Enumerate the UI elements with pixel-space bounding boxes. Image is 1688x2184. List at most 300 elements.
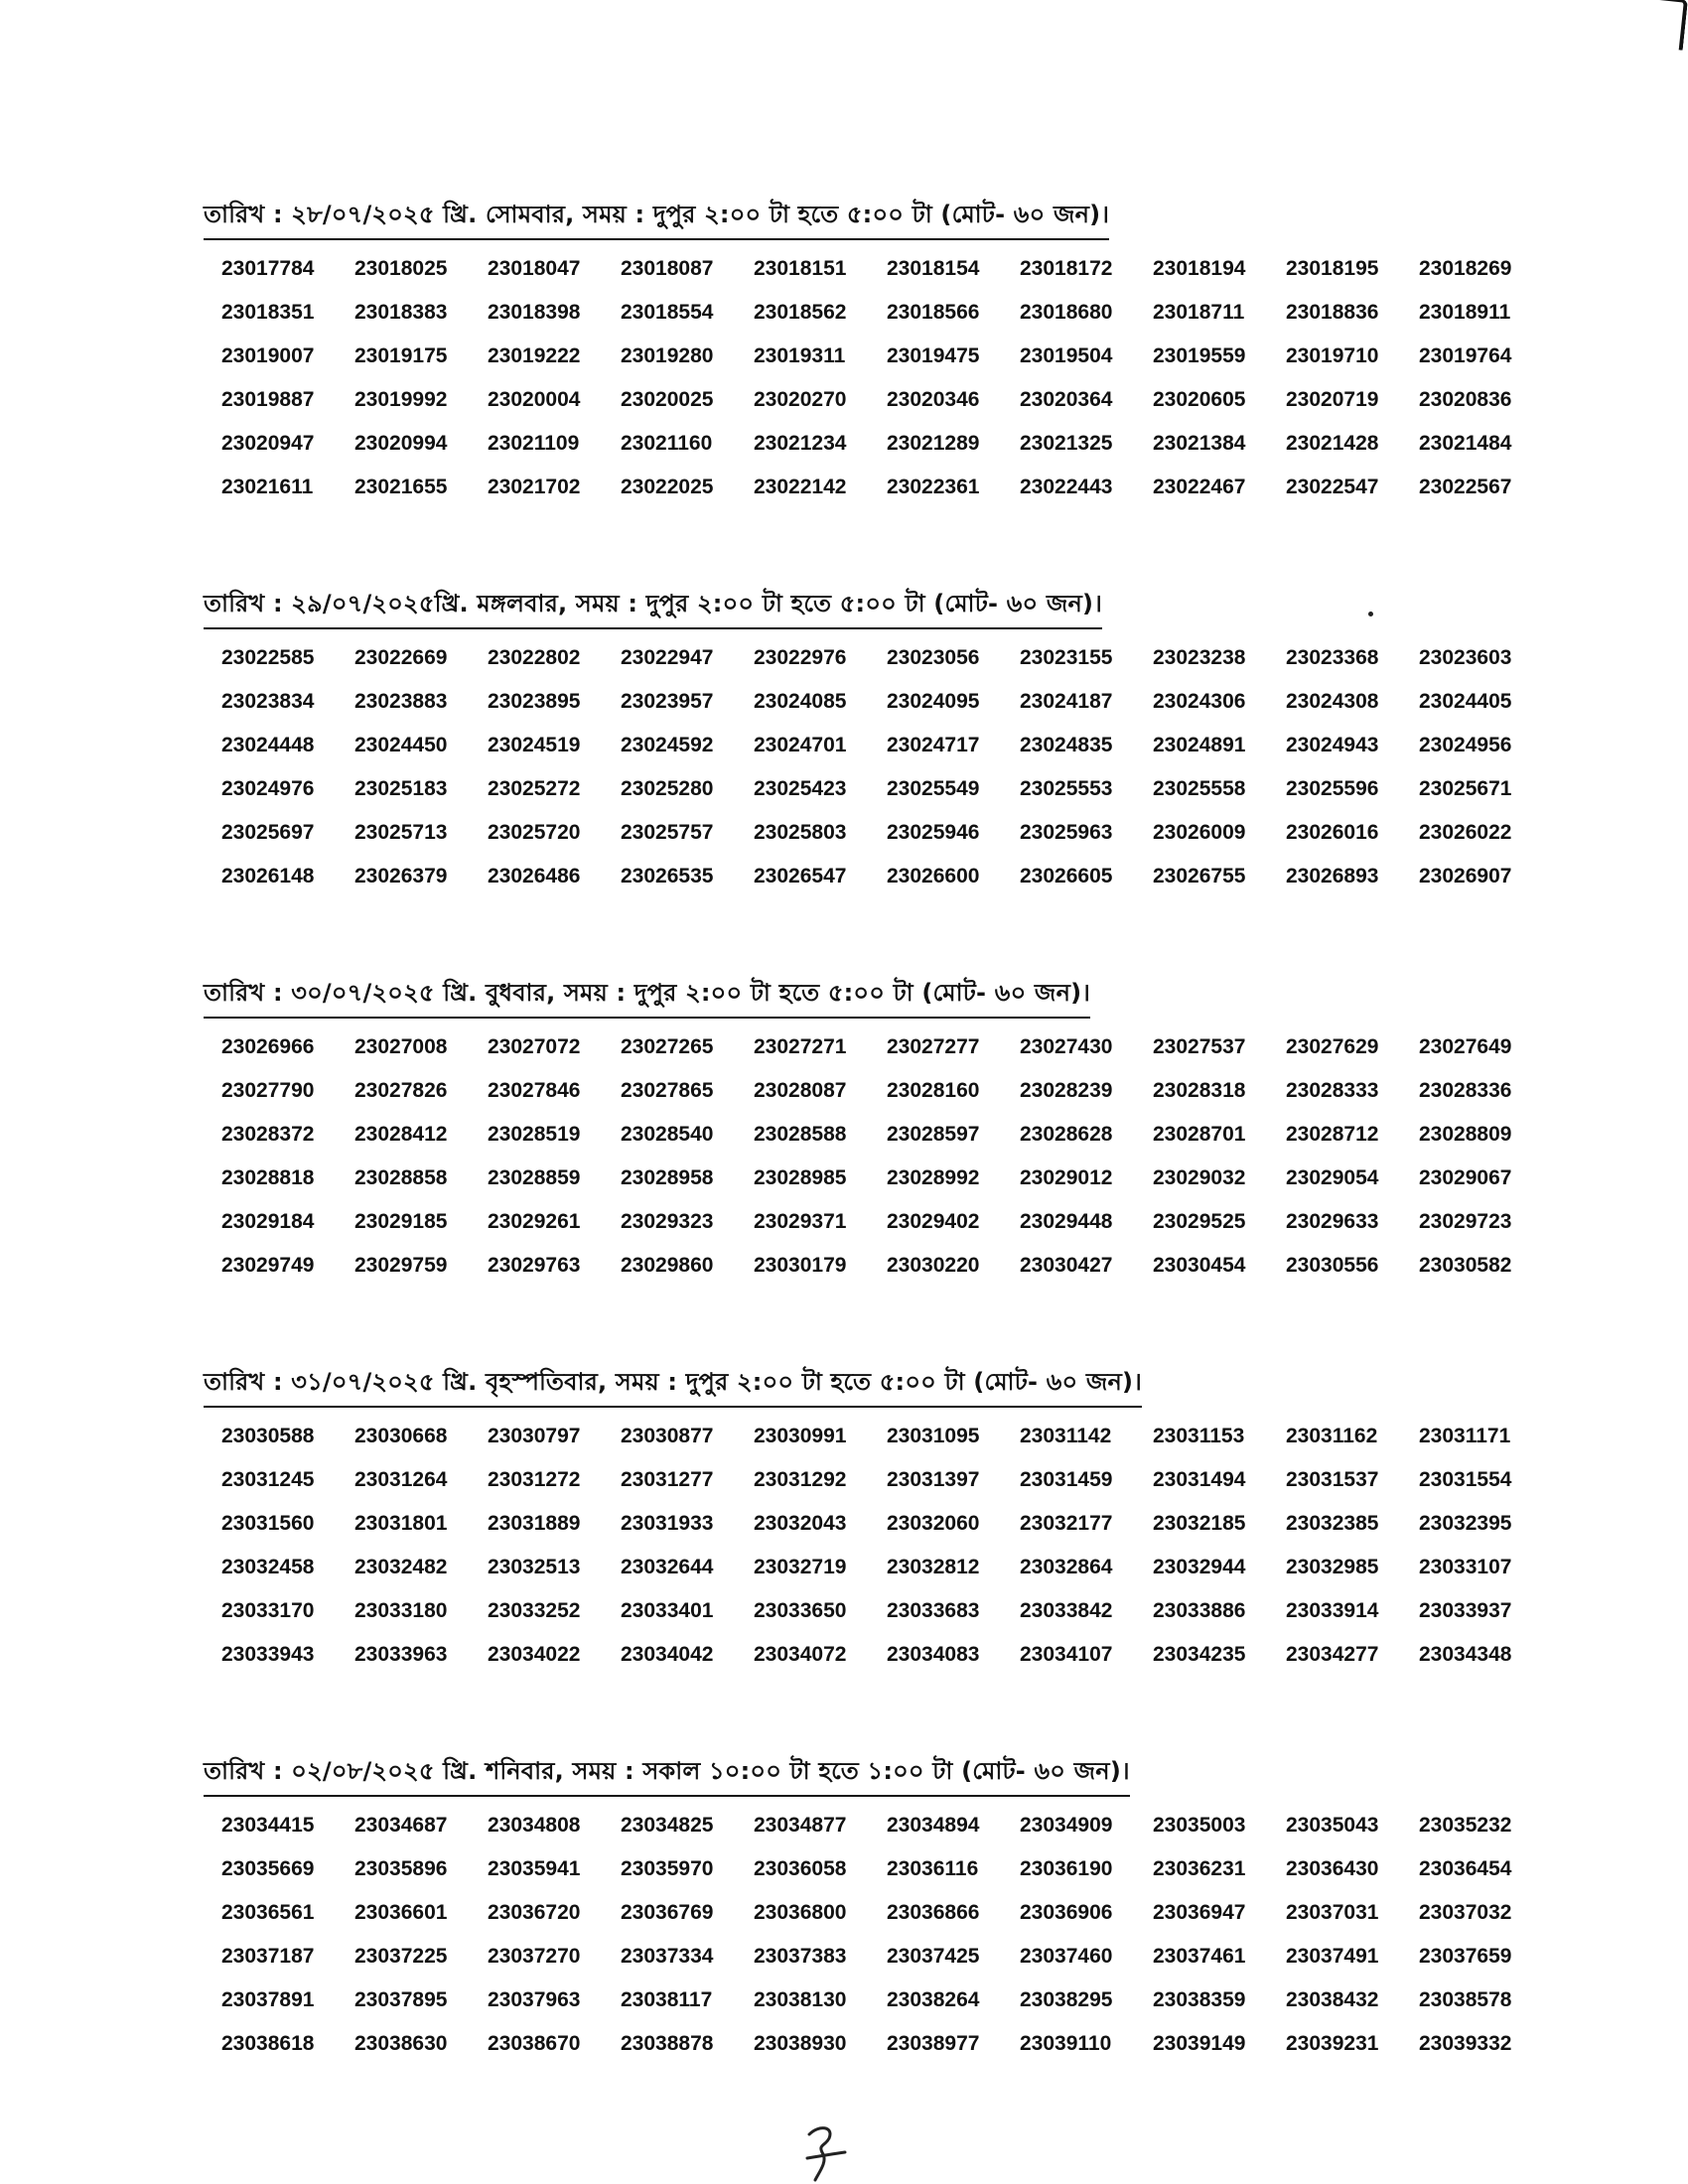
- roll-number: 23032060: [887, 1512, 980, 1535]
- roll-number: 23025272: [488, 777, 581, 800]
- roll-number: 23024592: [621, 734, 714, 756]
- roll-number: 23037460: [1020, 1945, 1113, 1968]
- roll-number: 23019475: [887, 344, 980, 367]
- roll-number: 23030668: [354, 1425, 448, 1447]
- roll-number: 23029448: [1020, 1210, 1113, 1233]
- roll-number: 23028519: [488, 1123, 581, 1146]
- roll-number: 23029323: [621, 1210, 714, 1233]
- roll-number: 23021484: [1419, 432, 1512, 455]
- roll-number: 23018566: [887, 301, 980, 324]
- roll-number: 23033170: [221, 1599, 315, 1622]
- schedule-section: [204, 1364, 1534, 1670]
- roll-number: 23034909: [1020, 1814, 1113, 1837]
- roll-number: 23032458: [221, 1556, 315, 1578]
- roll-number: 23020994: [354, 432, 448, 455]
- roll-number: 23024891: [1153, 734, 1246, 756]
- roll-number: 23024405: [1419, 690, 1512, 713]
- roll-number: 23030427: [1020, 1254, 1113, 1277]
- roll-number: 23026600: [887, 865, 980, 887]
- roll-number: 23024976: [221, 777, 315, 800]
- page-edge-mark: [1643, 0, 1688, 51]
- roll-number: 23018836: [1286, 301, 1379, 324]
- roll-number: 23036430: [1286, 1857, 1379, 1880]
- roll-number: 23018383: [354, 301, 448, 324]
- roll-number: 23025558: [1153, 777, 1246, 800]
- roll-number: 23037659: [1419, 1945, 1512, 1968]
- roll-number: 23028160: [887, 1079, 980, 1102]
- roll-number: 23034825: [621, 1814, 714, 1837]
- roll-number: 23025596: [1286, 777, 1379, 800]
- roll-number: 23031889: [488, 1512, 581, 1535]
- roll-number: 23024519: [488, 734, 581, 756]
- roll-number: 23029012: [1020, 1166, 1113, 1189]
- roll-number: 23027265: [621, 1035, 714, 1058]
- roll-number: 23025183: [354, 777, 448, 800]
- roll-number: 23023834: [221, 690, 315, 713]
- roll-number: 23036231: [1153, 1857, 1246, 1880]
- schedule-section: [204, 975, 1534, 1281]
- roll-number: 23022142: [754, 476, 847, 498]
- roll-number: 23024306: [1153, 690, 1246, 713]
- roll-number: 23028087: [754, 1079, 847, 1102]
- roll-number: 23020004: [488, 388, 581, 411]
- roll-number: 23026547: [754, 865, 847, 887]
- roll-number: 23025757: [621, 821, 714, 844]
- roll-number: 23018911: [1419, 301, 1511, 324]
- roll-number: 23022947: [621, 646, 714, 669]
- section-heading: তারিখ : ৩১/০৭/২০২৫ খ্রি. বৃহস্পতিবার, সময় : দুপুর ২:০০ টা হতে ৫:০০ টা (মোট- ৬০ জন)।: [204, 1364, 1142, 1408]
- roll-number: 23025946: [887, 821, 980, 844]
- schedule-section: [204, 1753, 1534, 2059]
- section-heading: তারিখ : ০২/০৮/২০২৫ খ্রি. শনিবার, সময় : সকাল ১০:০০ টা হতে ১:০০ টা (মোট- ৬০ জন)।: [204, 1753, 1130, 1797]
- roll-number: 23021428: [1286, 432, 1379, 455]
- roll-number: 23018151: [754, 257, 847, 280]
- roll-number: 23039110: [1020, 2032, 1112, 2055]
- roll-number: 23033842: [1020, 1599, 1113, 1622]
- roll-number: 23027865: [621, 1079, 714, 1102]
- roll-number: 23031153: [1153, 1425, 1245, 1447]
- roll-number: 23038264: [887, 1988, 980, 2011]
- roll-number: 23031095: [887, 1425, 980, 1447]
- roll-number: 23038630: [354, 2032, 448, 2055]
- roll-number: 23019280: [621, 344, 714, 367]
- roll-number: 23031292: [754, 1468, 847, 1491]
- roll-number: 23021160: [621, 432, 713, 455]
- roll-number: 23029633: [1286, 1210, 1379, 1233]
- roll-number: 23021109: [488, 432, 580, 455]
- roll-number: 23032385: [1286, 1512, 1379, 1535]
- roll-number: 23031142: [1020, 1425, 1112, 1447]
- roll-number: 23033650: [754, 1599, 847, 1622]
- roll-number: 23022467: [1153, 476, 1246, 498]
- roll-number: 23031933: [621, 1512, 714, 1535]
- roll-number: 23018047: [488, 257, 581, 280]
- roll-number: 23025963: [1020, 821, 1113, 844]
- roll-number: 23035941: [488, 1857, 581, 1880]
- roll-number: 23028239: [1020, 1079, 1113, 1102]
- roll-number: 23029402: [887, 1210, 980, 1233]
- roll-number: 23035970: [621, 1857, 714, 1880]
- roll-number: 23024448: [221, 734, 315, 756]
- roll-number: 23020364: [1020, 388, 1113, 411]
- roll-number: 23025713: [354, 821, 448, 844]
- roll-number: 23019311: [754, 344, 846, 367]
- roll-number: 23032812: [887, 1556, 980, 1578]
- roll-number: 23031801: [354, 1512, 448, 1535]
- roll-number: 23038977: [887, 2032, 980, 2055]
- roll-number: 23036454: [1419, 1857, 1512, 1880]
- roll-number: 23025697: [221, 821, 315, 844]
- roll-number: 23034107: [1020, 1643, 1113, 1666]
- roll-number: 23038578: [1419, 1988, 1512, 2011]
- roll-number: 23022025: [621, 476, 714, 498]
- roll-number: 23028628: [1020, 1123, 1113, 1146]
- roll-number: 23021325: [1020, 432, 1113, 455]
- roll-number: 23031245: [221, 1468, 315, 1491]
- roll-number: 23037031: [1286, 1901, 1379, 1924]
- roll-number: 23030582: [1419, 1254, 1512, 1277]
- roll-number: 23026535: [621, 865, 714, 887]
- roll-number: 23023957: [621, 690, 714, 713]
- roll-number: 23036800: [754, 1901, 847, 1924]
- roll-number: 23034808: [488, 1814, 581, 1837]
- roll-number: 23025280: [621, 777, 714, 800]
- roll-number: 23019887: [221, 388, 315, 411]
- roll-number: 23023238: [1153, 646, 1246, 669]
- roll-number: 23023883: [354, 690, 448, 713]
- roll-number: 23018554: [621, 301, 714, 324]
- signature-mark: [789, 2115, 869, 2184]
- roll-number: 23020836: [1419, 388, 1512, 411]
- roll-number: 23039332: [1419, 2032, 1512, 2055]
- roll-number: 23028712: [1286, 1123, 1379, 1146]
- roll-number: 23038670: [488, 2032, 581, 2055]
- roll-number: 23021611: [221, 476, 314, 498]
- roll-number: 23025671: [1419, 777, 1512, 800]
- roll-number: 23036769: [621, 1901, 714, 1924]
- roll-number: 23017784: [221, 257, 315, 280]
- roll-number: 23022567: [1419, 476, 1512, 498]
- roll-number: 23027790: [221, 1079, 315, 1102]
- roll-number: 23030877: [621, 1425, 714, 1447]
- roll-number: 23019764: [1419, 344, 1512, 367]
- roll-number: 23036906: [1020, 1901, 1113, 1924]
- roll-number: 23032482: [354, 1556, 448, 1578]
- roll-number: 23024701: [754, 734, 847, 756]
- roll-number: 23038359: [1153, 1988, 1246, 2011]
- roll-number: 23028985: [754, 1166, 847, 1189]
- roll-number: 23032177: [1020, 1512, 1113, 1535]
- roll-number: 23023155: [1020, 646, 1113, 669]
- roll-number: 23037895: [354, 1988, 448, 2011]
- roll-number: 23021289: [887, 432, 980, 455]
- roll-number: 23037383: [754, 1945, 847, 1968]
- roll-number: 23028333: [1286, 1079, 1379, 1102]
- roll-number: 23031537: [1286, 1468, 1379, 1491]
- roll-number: 23034348: [1419, 1643, 1512, 1666]
- roll-number: 23031272: [488, 1468, 581, 1491]
- roll-number: 23029185: [354, 1210, 448, 1233]
- roll-number: 23037032: [1419, 1901, 1512, 1924]
- roll-number: 23037963: [488, 1988, 581, 2011]
- roll-number: 23036561: [221, 1901, 315, 1924]
- roll-number: 23034072: [754, 1643, 847, 1666]
- roll-number: 23023368: [1286, 646, 1379, 669]
- roll-number: 23028992: [887, 1166, 980, 1189]
- roll-number: 23029371: [754, 1210, 847, 1233]
- roll-number: 23024308: [1286, 690, 1379, 713]
- roll-number: 23031560: [221, 1512, 315, 1535]
- roll-number: 23032719: [754, 1556, 847, 1578]
- roll-number: 23018680: [1020, 301, 1113, 324]
- roll-number: 23019222: [488, 344, 581, 367]
- roll-number: 23020605: [1153, 388, 1246, 411]
- roll-number: 23026016: [1286, 821, 1379, 844]
- roll-number: 23036720: [488, 1901, 581, 1924]
- roll-number: 23019559: [1153, 344, 1246, 367]
- roll-number: 23032395: [1419, 1512, 1512, 1535]
- roll-number: 23026022: [1419, 821, 1512, 844]
- roll-number: 23026009: [1153, 821, 1246, 844]
- roll-number: 23027846: [488, 1079, 581, 1102]
- roll-number: 23022976: [754, 646, 847, 669]
- roll-number: 23022585: [221, 646, 315, 669]
- roll-number: 23021384: [1153, 432, 1246, 455]
- roll-number: 23026379: [354, 865, 448, 887]
- roll-number: 23034083: [887, 1643, 980, 1666]
- roll-number: 23018025: [354, 257, 448, 280]
- roll-number-grid: [204, 1422, 1534, 1670]
- roll-number: 23025720: [488, 821, 581, 844]
- roll-number: 23037334: [621, 1945, 714, 1968]
- section-heading: তারিখ : ৩০/০৭/২০২৫ খ্রি. বুধবার, সময় : দুপুর ২:০০ টা হতে ৫:০০ টা (মোট- ৬০ জন)।: [204, 975, 1090, 1019]
- roll-number: 23035003: [1153, 1814, 1246, 1837]
- roll-number: 23034894: [887, 1814, 980, 1837]
- roll-number: 23034877: [754, 1814, 847, 1837]
- roll-number: 23020270: [754, 388, 847, 411]
- roll-number: 23019710: [1286, 344, 1379, 367]
- roll-number: 23033963: [354, 1643, 448, 1666]
- roll-number: 23028809: [1419, 1123, 1512, 1146]
- roll-number: 23022802: [488, 646, 581, 669]
- roll-number: 23033937: [1419, 1599, 1512, 1622]
- roll-number: 23028818: [221, 1166, 315, 1189]
- roll-number: 23026966: [221, 1035, 315, 1058]
- roll-number: 23028372: [221, 1123, 315, 1146]
- roll-number: 23018154: [887, 257, 980, 280]
- schedule-section: [204, 586, 1534, 891]
- roll-number: 23022361: [887, 476, 980, 498]
- roll-number: 23029723: [1419, 1210, 1512, 1233]
- roll-number: 23018562: [754, 301, 847, 324]
- roll-number: 23029184: [221, 1210, 315, 1233]
- roll-number: 23029032: [1153, 1166, 1246, 1189]
- roll-number: 23029054: [1286, 1166, 1379, 1189]
- roll-number: 23033683: [887, 1599, 980, 1622]
- roll-number: 23032944: [1153, 1556, 1246, 1578]
- roll-number: 23035896: [354, 1857, 448, 1880]
- roll-number: 23028412: [354, 1123, 448, 1146]
- roll-number: 23035043: [1286, 1814, 1379, 1837]
- roll-number: 23028318: [1153, 1079, 1246, 1102]
- roll-number: 23039231: [1286, 2032, 1379, 2055]
- roll-number: 23024085: [754, 690, 847, 713]
- roll-number: 23021234: [754, 432, 847, 455]
- roll-number: 23037187: [221, 1945, 315, 1968]
- roll-number: 23027271: [754, 1035, 847, 1058]
- roll-number: 23033914: [1286, 1599, 1379, 1622]
- roll-number: 23026755: [1153, 865, 1246, 887]
- roll-number: 23025423: [754, 777, 847, 800]
- roll-number: 23031162: [1286, 1425, 1378, 1447]
- roll-number: 23031264: [354, 1468, 448, 1491]
- roll-number: 23024956: [1419, 734, 1512, 756]
- roll-number: 23038295: [1020, 1988, 1113, 2011]
- roll-number: 23028701: [1153, 1123, 1246, 1146]
- roll-number: 23026893: [1286, 865, 1379, 887]
- roll-number: 23037891: [221, 1988, 315, 2011]
- roll-number: 23024943: [1286, 734, 1379, 756]
- roll-number: 23032185: [1153, 1512, 1246, 1535]
- roll-number: 23028597: [887, 1123, 980, 1146]
- roll-number: 23020719: [1286, 388, 1379, 411]
- roll-number: 23029749: [221, 1254, 315, 1277]
- roll-number: 23030179: [754, 1254, 847, 1277]
- roll-number: 23033401: [621, 1599, 714, 1622]
- roll-number: 23023603: [1419, 646, 1512, 669]
- roll-number: 23030797: [488, 1425, 581, 1447]
- roll-number: 23026148: [221, 865, 315, 887]
- roll-number: 23028958: [621, 1166, 714, 1189]
- roll-number: 23031277: [621, 1468, 714, 1491]
- roll-number: 23029261: [488, 1210, 581, 1233]
- roll-number: 23032644: [621, 1556, 714, 1578]
- roll-number-grid: [204, 643, 1534, 891]
- section-heading: তারিখ : ২৯/০৭/২০২৫খ্রি. মঙ্গলবার, সময় : দুপুর ২:০০ টা হতে ৫:০০ টা (মোট- ৬০ জন)।: [204, 586, 1102, 629]
- roll-number: 23037225: [354, 1945, 448, 1968]
- roll-number: 23038878: [621, 2032, 714, 2055]
- roll-number: 23032864: [1020, 1556, 1113, 1578]
- roll-number: 23019992: [354, 388, 448, 411]
- roll-number: 23025803: [754, 821, 847, 844]
- roll-number: 23019175: [354, 344, 448, 367]
- roll-number: 23037270: [488, 1945, 581, 1968]
- roll-number: 23030220: [887, 1254, 980, 1277]
- roll-number: 23018398: [488, 301, 581, 324]
- roll-number: 23026605: [1020, 865, 1113, 887]
- roll-number: 23038117: [621, 1988, 713, 2011]
- roll-number: 23034687: [354, 1814, 448, 1837]
- roll-number: 23032513: [488, 1556, 581, 1578]
- roll-number: 23030454: [1153, 1254, 1246, 1277]
- roll-number: 23035669: [221, 1857, 315, 1880]
- roll-number: 23037491: [1286, 1945, 1379, 1968]
- roll-number: 23020346: [887, 388, 980, 411]
- roll-number: 23029525: [1153, 1210, 1246, 1233]
- roll-number: 23028540: [621, 1123, 714, 1146]
- roll-number: 23024717: [887, 734, 980, 756]
- roll-number: 23027629: [1286, 1035, 1379, 1058]
- roll-number-grid: [204, 1032, 1534, 1281]
- roll-number: 23028588: [754, 1123, 847, 1146]
- roll-number: 23038130: [754, 1988, 847, 2011]
- roll-number: 23027277: [887, 1035, 980, 1058]
- roll-number: 23035232: [1419, 1814, 1512, 1837]
- roll-number: 23020947: [221, 432, 315, 455]
- roll-number: 23030991: [754, 1425, 847, 1447]
- roll-number: 23034042: [621, 1643, 714, 1666]
- roll-number: 23029759: [354, 1254, 448, 1277]
- roll-number: 23034415: [221, 1814, 315, 1837]
- roll-number: 23030588: [221, 1425, 315, 1447]
- roll-number: 23026486: [488, 865, 581, 887]
- roll-number: 23027008: [354, 1035, 448, 1058]
- roll-number: 23033107: [1419, 1556, 1512, 1578]
- roll-number: 23034235: [1153, 1643, 1246, 1666]
- roll-number: 23028859: [488, 1166, 581, 1189]
- roll-number: 23033180: [354, 1599, 448, 1622]
- roll-number: 23033943: [221, 1643, 315, 1666]
- roll-number: 23019504: [1020, 344, 1113, 367]
- roll-number: 23018351: [221, 301, 315, 324]
- roll-number: 23028858: [354, 1166, 448, 1189]
- roll-number: 23037425: [887, 1945, 980, 1968]
- roll-number: 23029763: [488, 1254, 581, 1277]
- roll-number: 23027072: [488, 1035, 581, 1058]
- roll-number: 23027430: [1020, 1035, 1113, 1058]
- schedule-section: [204, 197, 1534, 502]
- roll-number: 23022669: [354, 646, 448, 669]
- roll-number: 23024187: [1020, 690, 1113, 713]
- roll-number: 23019007: [221, 344, 315, 367]
- roll-number: 23036058: [754, 1857, 847, 1880]
- roll-number: 23025549: [887, 777, 980, 800]
- roll-number: 23027537: [1153, 1035, 1246, 1058]
- roll-number: 23018087: [621, 257, 714, 280]
- roll-number: 23027826: [354, 1079, 448, 1102]
- roll-number: 23022547: [1286, 476, 1379, 498]
- roll-number: 23031397: [887, 1468, 980, 1491]
- roll-number: 23023056: [887, 646, 980, 669]
- roll-number: 23018172: [1020, 257, 1113, 280]
- roll-number: 23028336: [1419, 1079, 1512, 1102]
- roll-number: 23023895: [488, 690, 581, 713]
- roll-number: 23038930: [754, 2032, 847, 2055]
- roll-number: 23024095: [887, 690, 980, 713]
- roll-number: 23029860: [621, 1254, 714, 1277]
- roll-number: 23021702: [488, 476, 581, 498]
- roll-number: 23036947: [1153, 1901, 1246, 1924]
- roll-number: 23036601: [354, 1901, 448, 1924]
- roll-number: 23022443: [1020, 476, 1113, 498]
- roll-number-grid: [204, 254, 1534, 502]
- roll-number: 23026907: [1419, 865, 1512, 887]
- roll-number: 23018269: [1419, 257, 1512, 280]
- roll-number: 23032985: [1286, 1556, 1379, 1578]
- roll-number: 23033886: [1153, 1599, 1246, 1622]
- roll-number: 23031494: [1153, 1468, 1246, 1491]
- roll-number: 23031171: [1419, 1425, 1511, 1447]
- roll-number: 23021655: [354, 476, 448, 498]
- roll-number: 23036116: [887, 1857, 979, 1880]
- roll-number: 23025553: [1020, 777, 1113, 800]
- roll-number: 23031459: [1020, 1468, 1113, 1491]
- roll-number: 23030556: [1286, 1254, 1379, 1277]
- roll-number: 23033252: [488, 1599, 581, 1622]
- roll-number: 23024835: [1020, 734, 1113, 756]
- roll-number: 23032043: [754, 1512, 847, 1535]
- roll-number: 23027649: [1419, 1035, 1512, 1058]
